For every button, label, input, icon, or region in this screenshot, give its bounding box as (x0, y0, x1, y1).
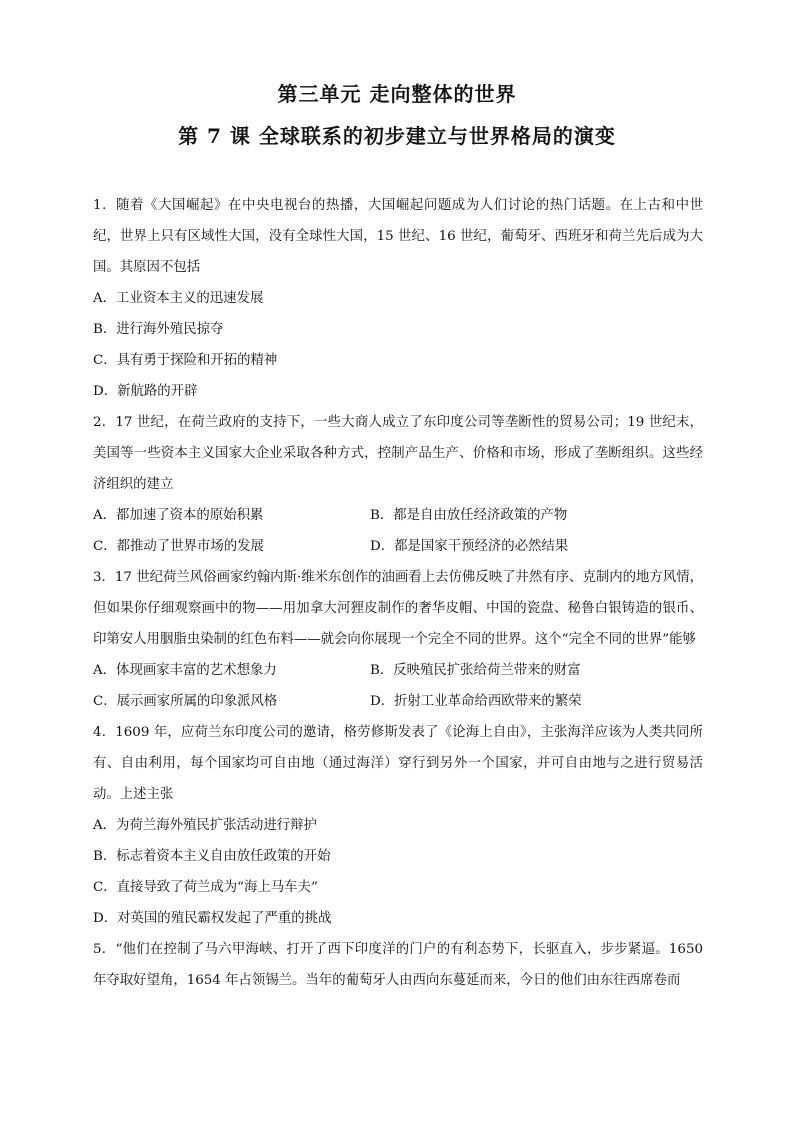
option-c: C．直接导致了荷兰成为“海上马车夫” (93, 880, 318, 895)
question-stem: 1．随着《大国崛起》在中央电视台的热播，大国崛起问题成为人们讨论的热门话题。在上古和中世纪，世界上只有区域性大国，没有全球性大国，15 世纪、16 世纪，葡萄牙、西班牙和荷兰先后成为大国。其原因不包括 (93, 198, 703, 275)
question-2 (93, 407, 703, 562)
option-row (93, 531, 703, 562)
question-stem: 3．17 世纪荷兰风俗画家约翰内斯·维米东创作的油画看上去仿佛反映了井然有序、克制内的地方风情，但如果你仔细观察画中的物——用加拿大河狸皮制作的奢华皮帽、中国的瓷盘、秘鲁白银铸造的银币、印第安人用胭脂虫染制的红色布料——就会向你展现一个完全不同的世界。这个“完全不同的世界”能够 (93, 570, 703, 647)
option-b: B．都是自由放任经济政策的产物 (370, 508, 568, 523)
lesson-title: 第 7 课 全球联系的初步建立与世界格局的演变 (178, 124, 616, 148)
option-b: B．进行海外殖民掠夺 (93, 322, 224, 337)
question-3 (93, 562, 703, 717)
option-row (93, 655, 703, 686)
question-stem: 5．“他们在控制了马六甲海峡、打开了西下印度洋的门户的有利态势下，长驱直入，步步紧逼。1650 年夺取好望角，1654 年占领锡兰。当年的葡萄牙人由西向东蔓延而来，今日的他们由东往西席卷而 (93, 942, 703, 988)
question-1 (93, 190, 703, 407)
question-stem: 2．17 世纪，在荷兰政府的支持下，一些大商人成立了东印度公司等垄断性的贸易公司；19 世纪末，美国等一些资本主义国家大企业采取各种方式，控制产品生产、价格和市场，形成了垄断组织。这些经济组织的建立 (93, 415, 703, 492)
question-list (93, 190, 703, 996)
unit-title: 第三单元 走向整体的世界 (277, 82, 517, 106)
option-b: B．反映殖民扩张给荷兰带来的财富 (370, 663, 581, 678)
option-c: C．展示画家所属的印象派风格 (93, 694, 278, 709)
option-d: D．对英国的殖民霸权发起了严重的挑战 (93, 911, 332, 926)
question-stem: 4．1609 年，应荷兰东印度公司的邀请，格劳修斯发表了《论海上自由》，主张海洋应该为人类共同所有、自由利用，每个国家均可自由地（通过海洋）穿行到另外一个国家，并可自由地与之进行贸易活动。上述主张 (93, 725, 703, 802)
option-a: A．都加速了资本的原始积累 (93, 508, 264, 523)
option-a: A．为荷兰海外殖民扩张活动进行辩护 (93, 818, 317, 833)
question-4 (93, 717, 703, 934)
option-row (93, 500, 703, 531)
question-5 (93, 934, 703, 996)
option-c: C．具有勇于探险和开拓的精神 (93, 353, 278, 368)
option-a: A．体现画家丰富的艺术想象力 (93, 663, 277, 678)
option-d: D．都是国家干预经济的必然结果 (370, 539, 569, 554)
option-row (93, 686, 703, 717)
option-c: C．都推动了世界市场的发展 (93, 539, 264, 554)
option-b: B．标志着资本主义自由放任政策的开始 (93, 849, 331, 864)
option-d: D．折射工业革命给西欧带来的繁荣 (370, 694, 582, 709)
option-a: A．工业资本主义的迅速发展 (93, 291, 264, 306)
option-d: D．新航路的开辟 (93, 384, 198, 399)
